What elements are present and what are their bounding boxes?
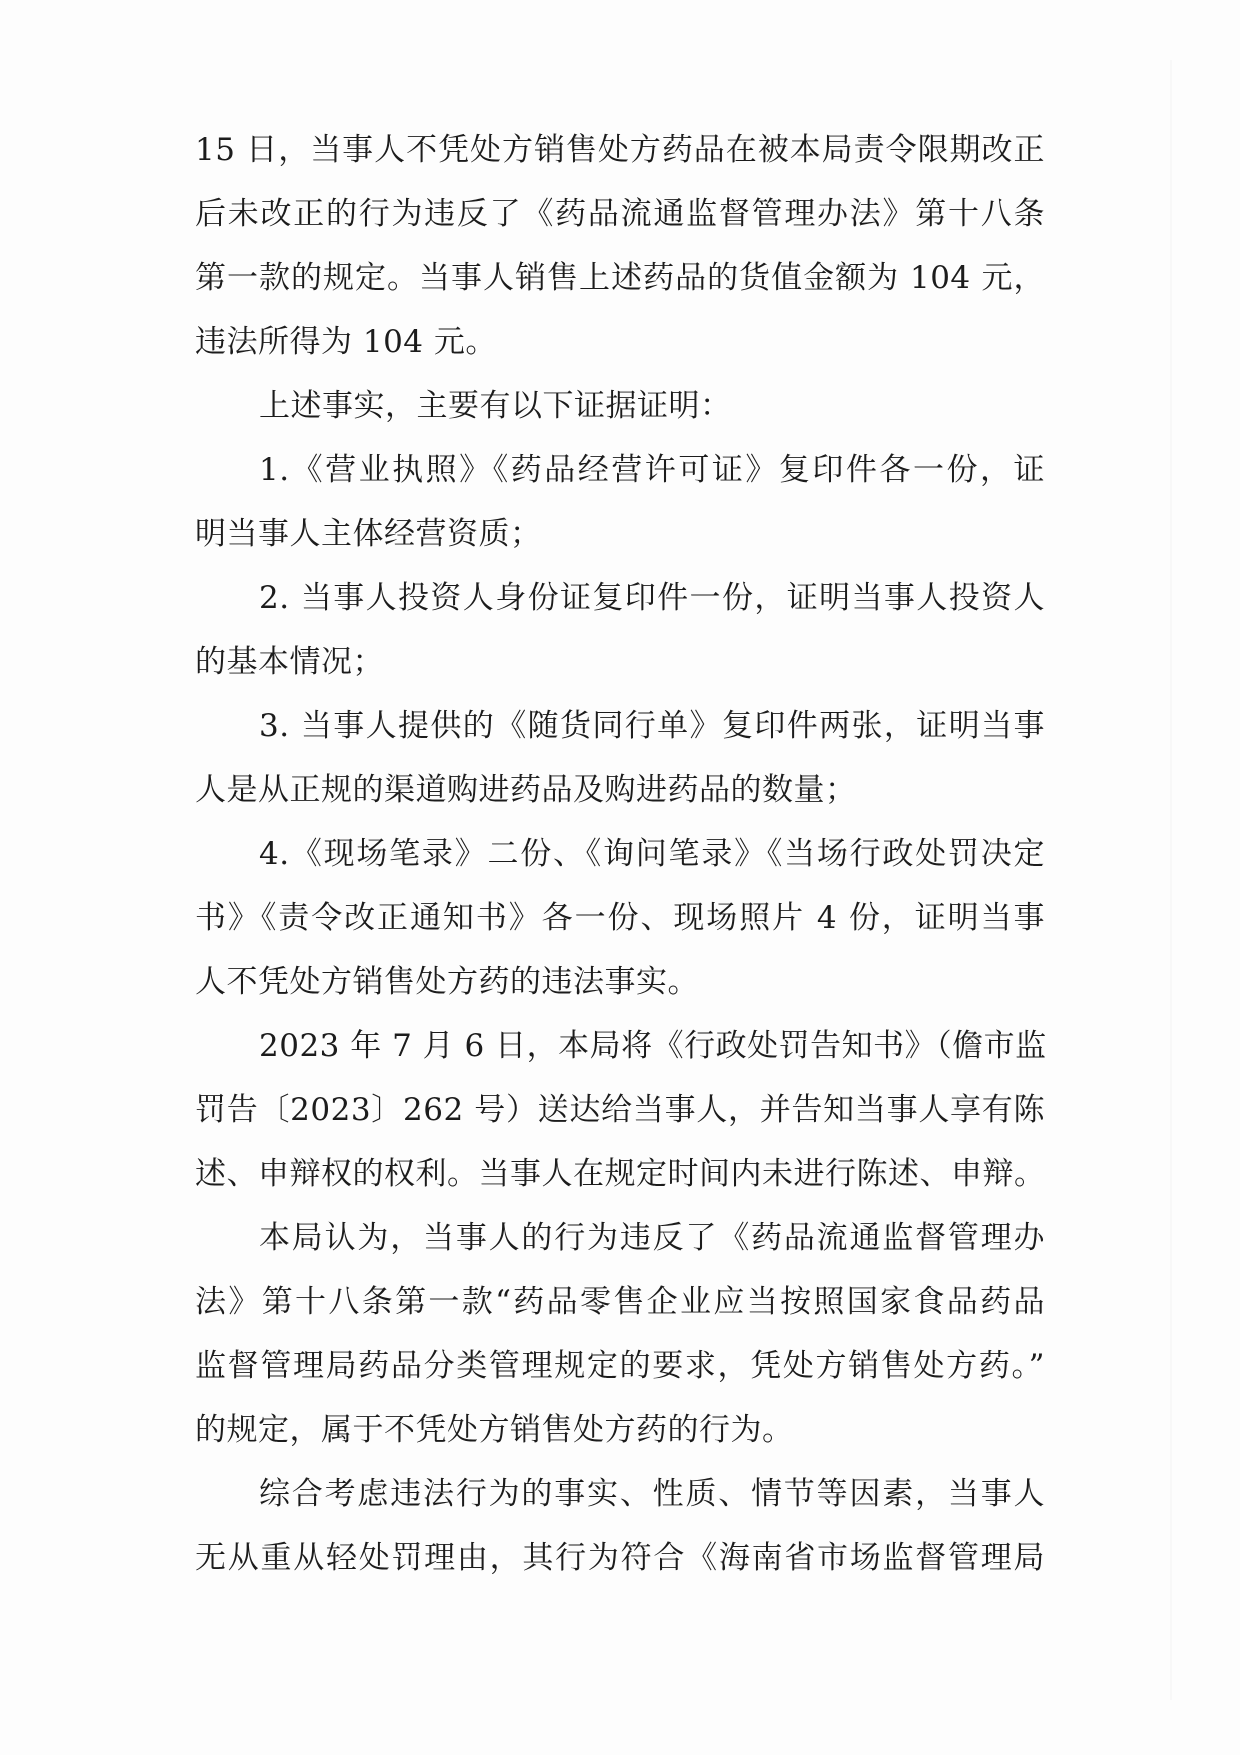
- text-line: 人不凭处方销售处方药的违法事实。: [195, 964, 699, 1000]
- scan-artifact: [1170, 60, 1172, 1700]
- text-line: 第一款的规定。当事人销售上述药品的货值金额为 104 元，: [195, 260, 1045, 296]
- text-line: 罚告〔2023〕262 号）送达给当事人，并告知当事人享有陈: [195, 1092, 1045, 1128]
- text-line: 的基本情况；: [195, 644, 384, 680]
- text-line: 明当事人主体经营资质；: [195, 516, 542, 552]
- text-line: 15 日，当事人不凭处方销售处方药品在被本局责令限期改正: [195, 132, 1045, 168]
- text-line: 2. 当事人投资人身份证复印件一份，证明当事人投资人: [259, 580, 1045, 616]
- document-body: [195, 118, 1045, 1590]
- text-line: 法》第十八条第一款“药品零售企业应当按照国家食品药品: [195, 1284, 1045, 1320]
- text-line: 违法所得为 104 元。: [195, 324, 497, 360]
- text-line: 2023 年 7 月 6 日，本局将《行政处罚告知书》（儋市监: [259, 1028, 1047, 1064]
- text-line: 无从重从轻处罚理由，其行为符合《海南省市场监督管理局: [195, 1540, 1045, 1576]
- text-line: 本局认为，当事人的行为违反了《药品流通监督管理办: [259, 1220, 1045, 1256]
- text-line: 综合考虑违法行为的事实、性质、情节等因素，当事人: [259, 1476, 1045, 1512]
- text-line: 的规定，属于不凭处方销售处方药的行为。: [195, 1412, 794, 1448]
- text-line: 书》《责令改正通知书》各一份、现场照片 4 份，证明当事: [195, 900, 1045, 936]
- text-line: 1.《营业执照》《药品经营许可证》复印件各一份，证: [259, 452, 1045, 488]
- text-line: 后未改正的行为违反了《药品流通监督管理办法》第十八条: [195, 196, 1045, 232]
- text-line: 上述事实，主要有以下证据证明：: [259, 388, 732, 424]
- text-line: 人是从正规的渠道购进药品及购进药品的数量；: [195, 772, 857, 808]
- text-line: 述、申辩权的权利。当事人在规定时间内未进行陈述、申辩。: [195, 1156, 1046, 1192]
- text-line: 3. 当事人提供的《随货同行单》复印件两张，证明当事: [259, 708, 1045, 744]
- text-line: 4.《现场笔录》二份、《询问笔录》《当场行政处罚决定: [259, 836, 1045, 872]
- text-line: 监督管理局药品分类管理规定的要求，凭处方销售处方药。”: [195, 1348, 1045, 1384]
